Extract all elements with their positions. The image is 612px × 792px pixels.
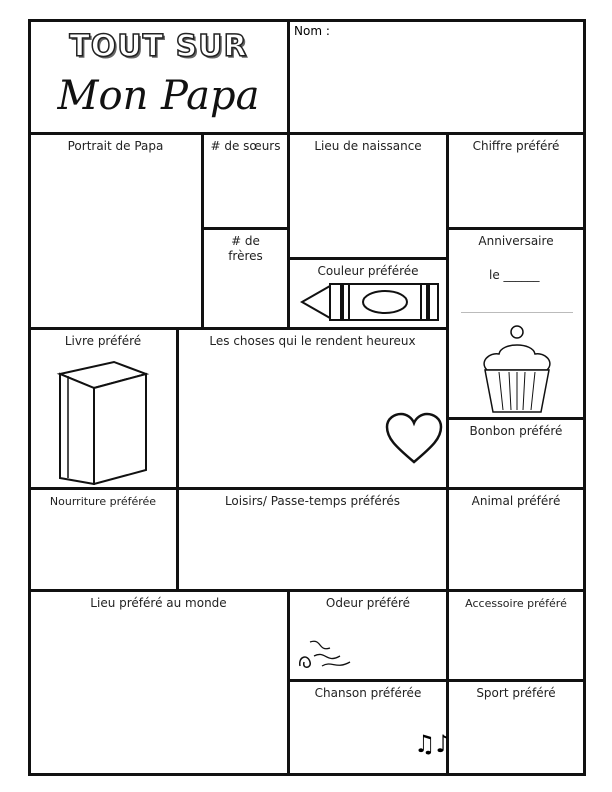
smell-icon [296, 636, 356, 672]
sport-box[interactable] [447, 680, 585, 775]
bonbon-label: Bonbon préféré [469, 424, 563, 438]
couleur-label: Couleur préférée [317, 264, 419, 278]
title-line1: TOUT SUR [69, 29, 248, 64]
anniversaire-box[interactable] [447, 228, 585, 419]
lieu-naissance-box[interactable] [288, 133, 448, 259]
portrait-label: Portrait de Papa [67, 139, 164, 153]
chiffre-label: Chiffre préféré [472, 139, 560, 153]
animal-box[interactable] [447, 488, 585, 591]
chanson-box[interactable] [288, 680, 451, 775]
crayon-icon [300, 280, 440, 324]
date-line [461, 312, 573, 313]
soeurs-box[interactable] [202, 133, 289, 229]
sport-label: Sport préféré [476, 686, 556, 700]
livre-box[interactable] [28, 328, 178, 489]
loisirs-box[interactable] [177, 488, 448, 591]
chanson-label: Chanson préférée [314, 686, 422, 700]
anniversaire-label: Anniversaire [478, 234, 554, 248]
loisirs-label: Loisirs/ Passe-temps préférés [224, 494, 401, 508]
livre-label: Livre préféré [64, 334, 142, 348]
nom-label: Nom : [294, 24, 330, 38]
freres-box[interactable] [202, 228, 289, 329]
choses-label: Les choses qui le rendent heureux [209, 334, 416, 348]
title-box [28, 19, 289, 134]
title-line2: Mon Papa [57, 73, 260, 119]
animal-label: Animal préféré [471, 494, 561, 508]
nom-field[interactable] [288, 19, 585, 134]
lieu-naissance-label: Lieu de naissance [314, 139, 422, 153]
book-icon [54, 360, 154, 485]
lieu-monde-label: Lieu préféré au monde [90, 596, 227, 610]
cupcake-icon [477, 322, 557, 414]
odeur-box[interactable] [288, 590, 448, 681]
freres-label: # de frères [228, 234, 263, 263]
nourriture-label: Nourriture préférée [49, 495, 157, 508]
soeurs-label: # de sœurs [210, 139, 281, 153]
heart-icon [385, 412, 443, 466]
couleur-box[interactable] [288, 258, 448, 329]
accessoire-box[interactable] [447, 590, 585, 681]
nourriture-box[interactable] [28, 488, 178, 591]
music-notes-icon: ♫♪ [414, 730, 451, 758]
odeur-label: Odeur préféré [325, 596, 411, 610]
lieu-monde-box[interactable] [28, 590, 289, 775]
choses-box[interactable] [177, 328, 448, 489]
accessoire-label: Accessoire préféré [465, 597, 567, 610]
anniversaire-date: le ______ [489, 268, 540, 282]
portrait-box[interactable] [28, 133, 203, 329]
bonbon-box[interactable] [447, 418, 585, 489]
chiffre-box[interactable] [447, 133, 585, 229]
